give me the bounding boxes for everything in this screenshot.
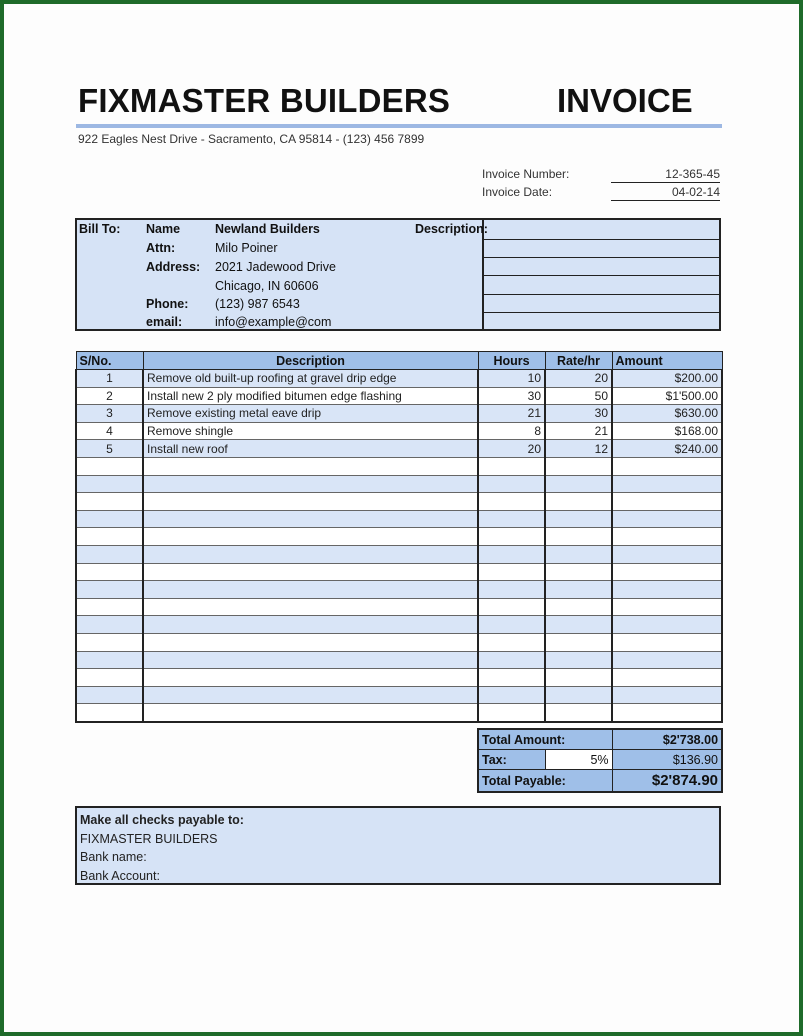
cell-empty: [76, 528, 143, 546]
cell-empty: [76, 545, 143, 563]
line-items-table: [75, 351, 723, 723]
total-amount-value: $2'738.00: [612, 729, 722, 750]
cell-empty: [612, 528, 722, 546]
cell-sno: 2: [76, 387, 143, 405]
cell-empty: [76, 457, 143, 475]
invoice-date-value: 04-02-14: [611, 185, 720, 201]
cell-hours: 10: [478, 370, 545, 388]
cell-rate: 21: [545, 422, 612, 440]
cell-sno: 4: [76, 422, 143, 440]
cell-empty: [478, 475, 545, 493]
invoice-page: [4, 4, 799, 1032]
cell-empty: [545, 475, 612, 493]
cell-empty: [545, 669, 612, 687]
table-row-empty: [76, 563, 722, 581]
description-line: [484, 257, 721, 258]
cell-empty: [545, 510, 612, 528]
total-payable-label: Total Payable:: [478, 770, 612, 793]
cell-empty: [76, 651, 143, 669]
col-header-description: Description: [143, 352, 478, 370]
cell-desc: Install new 2 ply modified bitumen edge flashing: [143, 387, 478, 405]
cell-empty: [76, 616, 143, 634]
cell-empty: [612, 598, 722, 616]
cell-empty: [478, 528, 545, 546]
total-amount-label: Total Amount:: [478, 729, 612, 750]
table-row: [76, 387, 722, 405]
total-payable-row: [478, 770, 722, 793]
cell-empty: [612, 669, 722, 687]
cell-empty: [143, 457, 478, 475]
table-row-empty: [76, 669, 722, 687]
client-name: Newland Builders: [215, 222, 320, 236]
cell-empty: [545, 651, 612, 669]
phone-label: Phone:: [146, 297, 189, 311]
cell-amount: $1'500.00: [612, 387, 722, 405]
table-row: [76, 370, 722, 388]
cell-empty: [478, 563, 545, 581]
tax-label: Tax:: [478, 750, 545, 770]
address-line-1: 2021 Jadewood Drive: [215, 260, 336, 274]
cell-hours: 21: [478, 405, 545, 423]
cell-empty: [612, 457, 722, 475]
cell-empty: [143, 669, 478, 687]
cell-empty: [143, 528, 478, 546]
cell-empty: [143, 545, 478, 563]
cell-empty: [545, 616, 612, 634]
cell-empty: [143, 616, 478, 634]
cell-rate: 50: [545, 387, 612, 405]
cell-empty: [76, 581, 143, 599]
cell-empty: [612, 633, 722, 651]
cell-amount: $200.00: [612, 370, 722, 388]
bank-account-label: Bank Account:: [80, 868, 160, 883]
tax-amount: $136.90: [612, 750, 722, 770]
cell-empty: [143, 633, 478, 651]
cell-rate: 20: [545, 370, 612, 388]
cell-empty: [478, 493, 545, 511]
tax-rate: 5%: [545, 750, 612, 770]
cell-empty: [545, 545, 612, 563]
description-line: [484, 294, 721, 295]
cell-empty: [545, 704, 612, 722]
invoice-number-label: Invoice Number:: [482, 167, 570, 181]
cell-sno: 3: [76, 405, 143, 423]
cell-desc: Remove shingle: [143, 422, 478, 440]
cell-amount: $168.00: [612, 422, 722, 440]
cell-empty: [612, 616, 722, 634]
description-line: [484, 275, 721, 276]
cell-empty: [478, 581, 545, 599]
cell-empty: [143, 686, 478, 704]
payee-name: FIXMASTER BUILDERS: [80, 831, 218, 846]
email-value: info@example@com: [215, 315, 332, 329]
invoice-date-label: Invoice Date:: [482, 185, 553, 199]
cell-empty: [76, 510, 143, 528]
bill-to-heading: Bill To:: [79, 222, 121, 236]
cell-empty: [478, 510, 545, 528]
table-row: [76, 440, 722, 458]
phone-value: (123) 987 6543: [215, 297, 300, 311]
cell-empty: [612, 475, 722, 493]
cell-empty: [143, 581, 478, 599]
col-header-hours: Hours: [478, 352, 545, 370]
cell-empty: [478, 651, 545, 669]
cell-empty: [612, 581, 722, 599]
header-rule: [76, 124, 722, 128]
tax-row: [478, 750, 722, 770]
attn-label: Attn:: [146, 241, 176, 255]
cell-desc: Install new roof: [143, 440, 478, 458]
cell-empty: [76, 475, 143, 493]
name-label: Name: [146, 222, 181, 236]
cell-empty: [76, 704, 143, 722]
cell-empty: [143, 704, 478, 722]
table-row-empty: [76, 493, 722, 511]
cell-empty: [143, 598, 478, 616]
table-row: [76, 405, 722, 423]
cell-empty: [478, 598, 545, 616]
cell-desc: Remove old built-up roofing at gravel drip edge: [143, 370, 478, 388]
table-row-empty: [76, 475, 722, 493]
cell-empty: [545, 581, 612, 599]
cell-empty: [143, 563, 478, 581]
cell-empty: [478, 545, 545, 563]
table-header-row: [76, 352, 722, 370]
cell-empty: [143, 651, 478, 669]
table-row-empty: [76, 528, 722, 546]
cell-empty: [545, 457, 612, 475]
totals-table: [477, 728, 723, 793]
cell-empty: [545, 563, 612, 581]
col-header-sno: S/No.: [76, 352, 143, 370]
address-label: Address:: [146, 260, 201, 274]
cell-empty: [76, 598, 143, 616]
cell-empty: [76, 686, 143, 704]
cell-empty: [612, 510, 722, 528]
table-row-empty: [76, 651, 722, 669]
cell-empty: [545, 633, 612, 651]
cell-empty: [545, 598, 612, 616]
cell-empty: [612, 563, 722, 581]
cell-empty: [612, 651, 722, 669]
total-payable-value: $2'874.90: [612, 770, 722, 793]
cell-rate: 12: [545, 440, 612, 458]
cell-empty: [612, 686, 722, 704]
cell-empty: [545, 493, 612, 511]
cell-hours: 30: [478, 387, 545, 405]
cell-amount: $240.00: [612, 440, 722, 458]
cell-empty: [478, 669, 545, 687]
cell-empty: [545, 686, 612, 704]
table-row-empty: [76, 545, 722, 563]
address-line-2: Chicago, IN 60606: [215, 279, 319, 293]
cell-empty: [76, 493, 143, 511]
cell-sno: 1: [76, 370, 143, 388]
cell-empty: [143, 510, 478, 528]
bank-name-label: Bank name:: [80, 850, 147, 864]
cell-empty: [76, 563, 143, 581]
cell-empty: [478, 616, 545, 634]
table-row-empty: [76, 633, 722, 651]
email-label: email:: [146, 315, 183, 329]
cell-empty: [143, 493, 478, 511]
cell-empty: [612, 704, 722, 722]
cell-empty: [76, 669, 143, 687]
table-row: [76, 422, 722, 440]
cell-empty: [545, 528, 612, 546]
table-row-empty: [76, 686, 722, 704]
col-header-rate: Rate/hr: [545, 352, 612, 370]
cell-empty: [478, 633, 545, 651]
invoice-number-value: 12-365-45: [611, 167, 720, 183]
cell-empty: [612, 493, 722, 511]
cell-sno: 5: [76, 440, 143, 458]
cell-hours: 8: [478, 422, 545, 440]
cell-empty: [612, 545, 722, 563]
payment-heading: Make all checks payable to:: [80, 813, 244, 827]
table-row-empty: [76, 704, 722, 722]
cell-amount: $630.00: [612, 405, 722, 423]
company-name: FIXMASTER BUILDERS: [78, 82, 451, 119]
total-amount-row: [478, 729, 722, 750]
cell-desc: Remove existing metal eave drip: [143, 405, 478, 423]
cell-empty: [478, 704, 545, 722]
cell-empty: [478, 457, 545, 475]
table-row-empty: [76, 616, 722, 634]
cell-rate: 30: [545, 405, 612, 423]
bill-to-section: [75, 218, 721, 331]
cell-empty: [478, 686, 545, 704]
description-label: Description:: [415, 222, 488, 236]
payment-instructions: [75, 806, 721, 885]
cell-hours: 20: [478, 440, 545, 458]
table-row-empty: [76, 457, 722, 475]
cell-empty: [143, 475, 478, 493]
cell-empty: [76, 633, 143, 651]
table-row-empty: [76, 510, 722, 528]
document-title: INVOICE: [557, 82, 693, 119]
attn-value: Milo Poiner: [215, 241, 278, 255]
table-row-empty: [76, 581, 722, 599]
company-address: 922 Eagles Nest Drive - Sacramento, CA 95814 - (123) 456 7899: [78, 132, 425, 146]
description-line: [484, 312, 721, 313]
col-header-amount: Amount: [612, 352, 722, 370]
table-row-empty: [76, 598, 722, 616]
description-line: [484, 239, 721, 240]
